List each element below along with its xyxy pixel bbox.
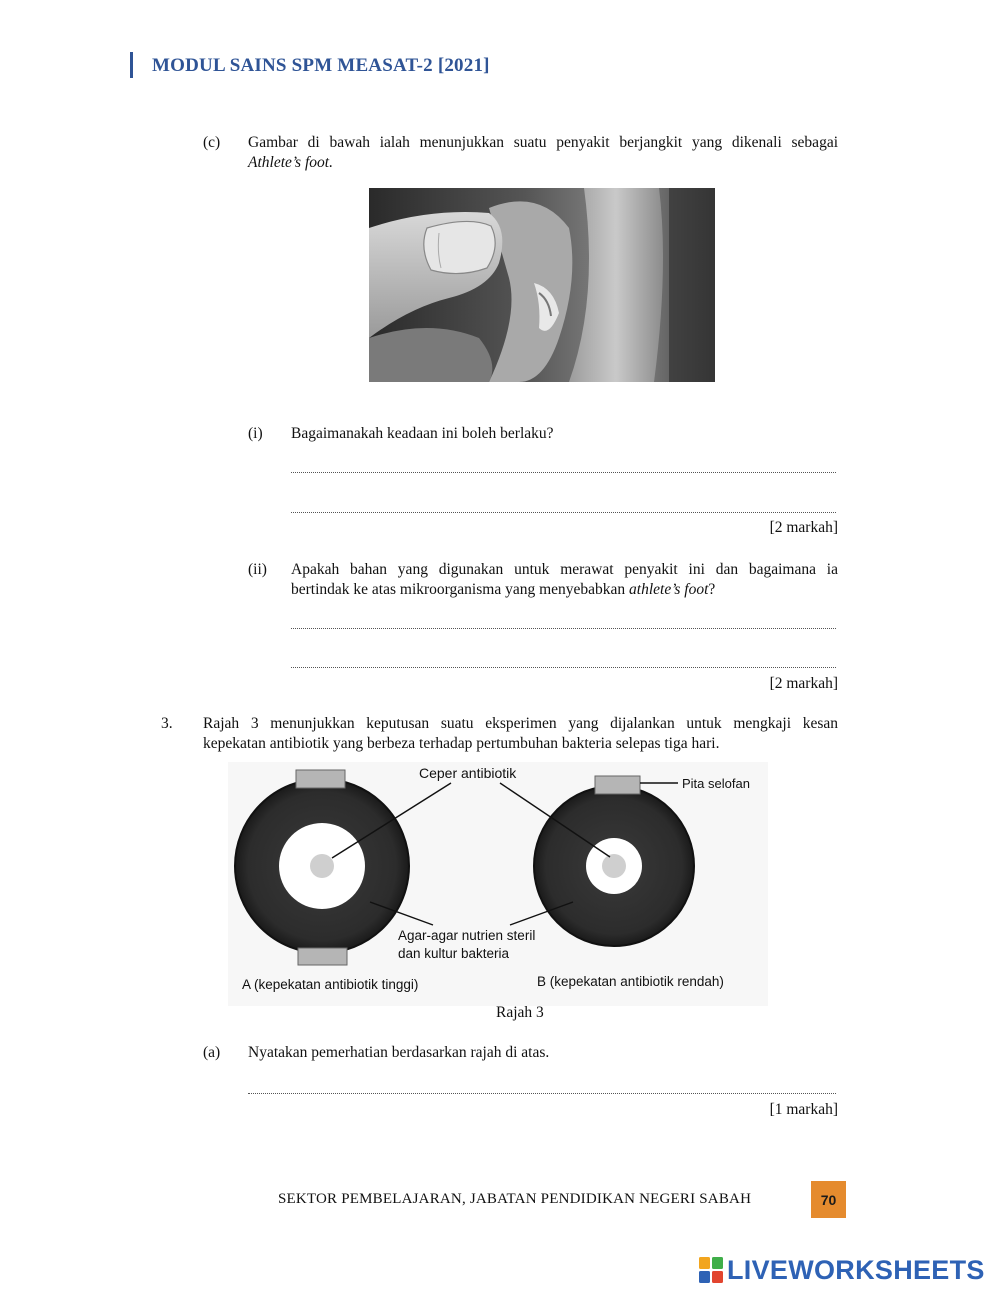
- liveworksheets-logo: [699, 1255, 985, 1285]
- athletes-foot-photo: [369, 188, 715, 382]
- answer-line-3a[interactable]: [248, 1093, 836, 1094]
- part-c-text-line1: Gambar di bawah ialah menunjukkan suatu penyakit berjangkit yang dikenali sebagai: [248, 134, 838, 151]
- label-plate-a: A (kepekatan antibiotik tinggi): [242, 977, 419, 992]
- label-agar-line1: Agar-agar nutrien steril: [398, 928, 536, 943]
- page-number-badge: 70: [811, 1181, 846, 1218]
- q3-a-question: Nyatakan pemerhatian berdasarkan rajah di atas.: [248, 1044, 550, 1061]
- answer-line-c-i-2[interactable]: [291, 512, 836, 513]
- answer-line-c-i-1[interactable]: [291, 472, 836, 473]
- q3-a-label: (a): [203, 1044, 221, 1061]
- part-c-text-line2: Athlete’s foot.: [248, 154, 333, 171]
- marks-3a: [1 markah]: [769, 1101, 838, 1118]
- label-pita-selofan: Pita selofan: [682, 776, 750, 791]
- liveworksheets-brand-text: LIVEWORKSHEETS: [727, 1254, 985, 1285]
- q3-number: 3.: [161, 715, 173, 732]
- part-c-ii-question-line1: Apakah bahan yang digunakan untuk merawat penyakit ini dan bagaimana ia: [291, 561, 838, 578]
- part-c-ii-label: (ii): [248, 561, 267, 578]
- marks-c-i: [2 markah]: [769, 519, 838, 536]
- header-accent-bar: [130, 52, 133, 78]
- part-c-ii-question-line2: bertindak ke atas mikroorganisma yang menyebabkan athlete’s foot?: [291, 581, 716, 598]
- part-c-i-question: Bagaimanakah keadaan ini boleh berlaku?: [291, 425, 554, 442]
- part-c-i-label: (i): [248, 425, 263, 442]
- liveworksheets-logo-icon: [699, 1257, 723, 1283]
- answer-line-c-ii-1[interactable]: [291, 628, 836, 629]
- answer-line-c-ii-2[interactable]: [291, 667, 836, 668]
- part-c-label: (c): [203, 134, 221, 151]
- q3-text-line2: kepekatan antibiotik yang berbeza terhadap pertumbuhan bakteria selepas tiga hari.: [203, 735, 720, 752]
- module-title: MODUL SAINS SPM MEASAT-2 [2021]: [152, 55, 490, 76]
- label-ceper-antibiotik: Ceper antibiotik: [419, 765, 517, 781]
- marks-c-ii: [2 markah]: [769, 675, 838, 692]
- footer-text: SEKTOR PEMBELAJARAN, JABATAN PENDIDIKAN NEGERI SABAH: [278, 1191, 752, 1207]
- label-agar-line2: dan kultur bakteria: [398, 946, 510, 961]
- figure-caption: Rajah 3: [496, 1004, 544, 1021]
- q3-text-line1: Rajah 3 menunjukkan keputusan suatu eksperimen yang dijalankan untuk mengkaji kesan: [203, 715, 838, 732]
- rajah-3-diagram: [228, 762, 768, 1006]
- label-plate-b: B (kepekatan antibiotik rendah): [537, 974, 724, 989]
